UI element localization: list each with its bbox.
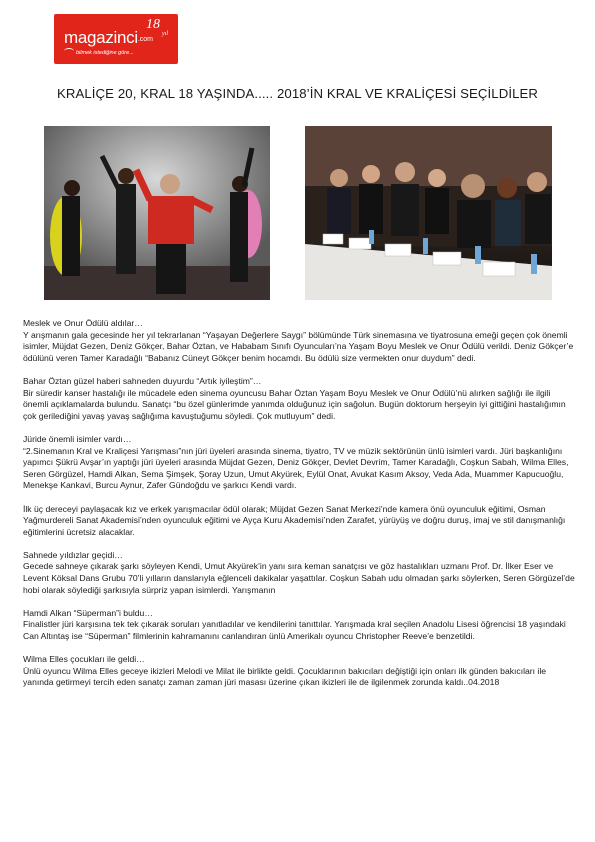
section-body: Finalistler jüri karşısına tek tek çıkarak soruları yanıtladılar ve kendilerini tanıttılar. Yarışmada kral seçilen Anadolu Lisesi öğrencisi 18 yaşındaki Can Altıntaş ise “Süperman” filmlerinin kahramanını canlandıran ünlü Amerikalı oyuncu Christopher Reeve’e benzetildi. — [23, 619, 566, 642]
magazinci-logo[interactable] — [54, 14, 178, 64]
swoosh-icon — [64, 48, 74, 54]
photo-stage-dancers — [44, 126, 270, 300]
name-card — [433, 252, 461, 265]
section-body: İlk üç dereceyi paylaşacak kız ve erkek yarışmacılar ödül olarak; Müjdat Gezen Sanat Merkezi’nde kamera önü oyunculuk eğitimi, Osman Yağmurdereli Sanat Akademisi’nden oyunculuk eğitimi ve Ayça Kuru Akademisi’nden Zarafet, yürüyüş ve doğru duruş, imaj ve stil danışmanlığı eğitimlerini ücretsiz alacaklar. — [23, 503, 566, 537]
article-headline: KRALİÇE 20, KRAL 18 YAŞINDA..... 2018’İN KRAL VE KRALİÇESİ SEÇİLDİLER — [56, 86, 539, 101]
article-section — [23, 608, 575, 643]
article-body — [23, 318, 575, 701]
article-section — [23, 504, 575, 539]
logo-wordmark — [64, 28, 153, 48]
jury-table-illustration — [305, 126, 552, 300]
name-card — [349, 238, 371, 249]
section-heading: Wilma Elles çocukları ile geldi… — [23, 654, 145, 665]
section-body: “2.Sinemanın Kral ve Kraliçesi Yarışması”nın jüri üyeleri arasında sinema, tiyatro, TV ve müzik sektörünün ünlü isimleri vardı. Jüri başkanlığını yapımcı Şükrü Avşar’ın yaptığı jüri üyeleri arasında Müjdat Gezen, Deniz Gökçer, Devlet Devrim, Tamer Karadağlı, Coşkun Sabah, Wilma Elles, Seren Görgüzel, Hamdi Alkan, Sema Şimşek, Şoray Uzun, Umut Akyürek, Eylül Onat, Avukat Kasım Aksoy, Veda Ada, Muammer Kapucuoğlu, Menekşe Kankavi, Burcu Aynur, Zafer Gündoğdu ve şarkıcı Kendi vardı. — [23, 445, 569, 491]
section-heading: Sahnede yıldızlar geçidi… — [23, 549, 123, 560]
section-heading: Bahar Öztan güzel haberi sahneden duyurdu “Artık iyileştim”… — [23, 375, 262, 386]
article-section — [23, 318, 575, 364]
article-section — [23, 550, 575, 596]
section-body: Y arışmanın gala gecesinde her yıl tekrarlanan “Yaşayan Değerlere Saygı” bölümünde Türk sinemasına ve tiyatrosuna emeği geçen çok önemli isimler, Müjdat Gezen, Deniz Gökçer, Bahar Öztan, ve Hababam Sınıfı Oyuncuları’na Yaşam Boyu Meslek ve Onur Ödülü verildi. Deniz Gökçer’e ödülünü veren Tamer Karadağlı “Babanız Cüneyt Gökçer benim hocamdı. Bu ödülü size vermekten onur duydum” dedi. — [23, 329, 574, 363]
article-section — [23, 376, 575, 422]
article-section — [23, 434, 575, 492]
name-card — [385, 244, 411, 256]
logo-domain: .com — [137, 36, 154, 43]
name-card — [323, 234, 343, 244]
section-heading: Hamdi Alkan “Süperman”i buldu… — [23, 607, 153, 618]
article-section — [23, 654, 575, 689]
section-body: Gecede sahneye çıkarak şarkı söyleyen Kendi, Umut Akyürek’in yanı sıra keman sanatçısı ve göz hastalıkları uzmanı Prof. Dr. İlker Eser ve Levent Köksal Dans Grubu 70’li yılların danslarıyla eğlenceli dakikalar yaşattılar. Coşkun Sabah udu olmadan şarkı söylerken, Seren Görgüzel’de hobi olarak söylediği şarkısıyla sürpriz yapan isimlerdi. Yarışmanın — [23, 561, 575, 595]
photo-jury-table — [305, 126, 552, 300]
logo-anniversary-suffix: yıl — [162, 31, 168, 37]
name-card — [483, 262, 515, 276]
section-heading: Jüride önemli isimler vardı… — [23, 433, 132, 444]
section-body: Ünlü oyuncu Wilma Elles geceye ikizleri Melodi ve Milat ile birlikte geldi. Çocuklarının bakıcıları değiştiği için onları ilk günden bakıcıları ile yanında getirmeyi tercih eden sanatçı zaman zaman jüri masası üzerine çıkan ikizleri ile de ilgilenmek zorunda kaldı..04.2018 — [23, 665, 547, 688]
section-heading: Meslek ve Onur Ödülü aldılar… — [23, 318, 143, 328]
logo-tagline: bilmek istediğine göre... — [76, 50, 134, 56]
stage-dancers-illustration — [44, 126, 270, 300]
section-body: Bir süredir kanser hastalığı ile mücadele eden sinema oyuncusu Bahar Öztan Yaşam Boyu Meslek ve Onur Ödülü’nü alırken sağlığı ile ilgili önemli açıklamalarda bulundu. Sanatçı “bu özel günlerimde yanımda olduğunuz için sağolun. Bugün doktorum herşeyin iyi gittiğini hastalığımın çok gerilediğini yavaş yavaş sağlığıma kavuştuğumu söyledi. Çok mutluyum” dedi. — [23, 387, 566, 421]
logo-word: magazinci — [64, 28, 138, 47]
logo-anniversary-number: 18 — [146, 17, 160, 32]
